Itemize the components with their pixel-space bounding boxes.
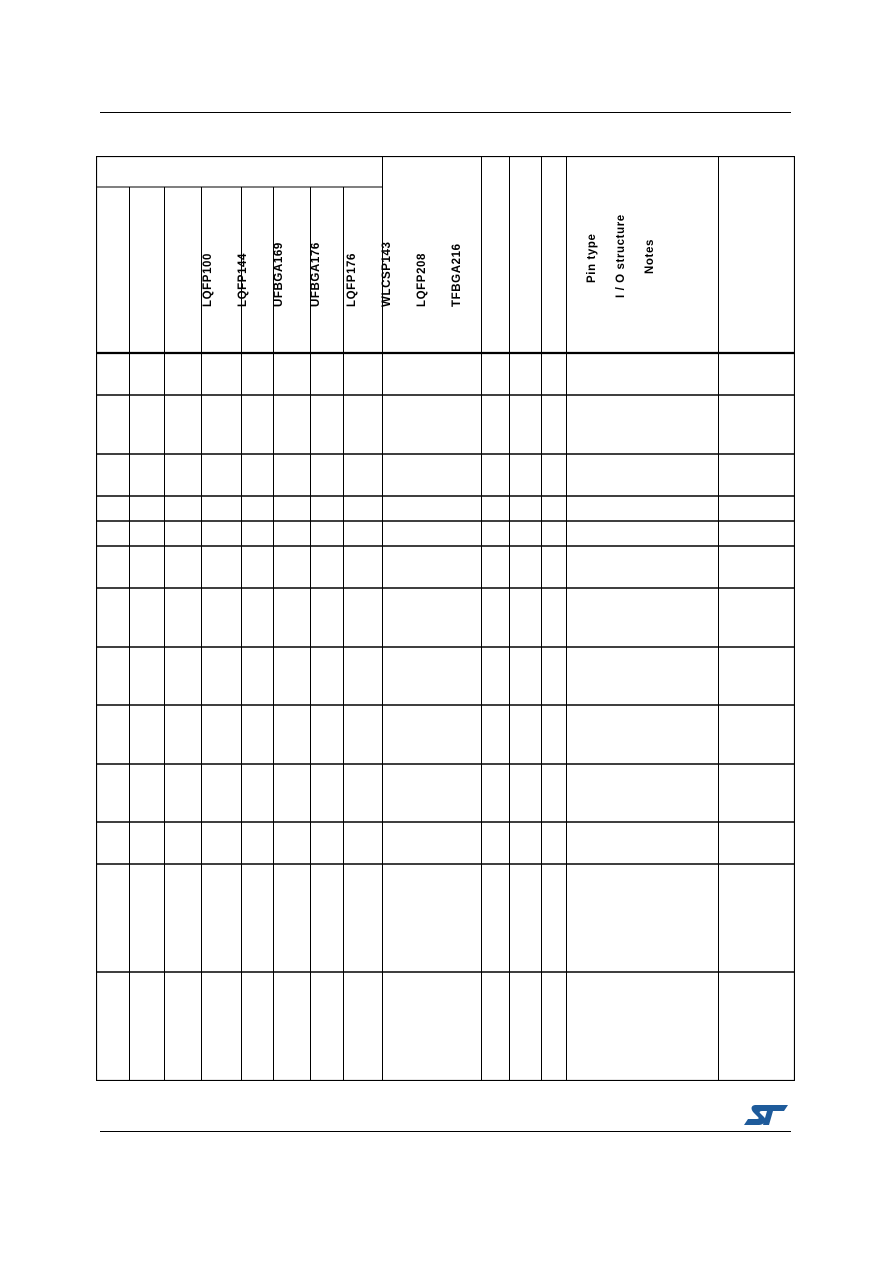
st-logo-graphic: [742, 1103, 790, 1129]
col-header-lqfp208: LQFP208: [416, 252, 428, 307]
col-header-tfbga216: TFBGA216: [451, 243, 463, 307]
col-header-lqfp144: LQFP144: [237, 252, 249, 307]
col-header-io-structure: I / O structure: [615, 214, 627, 298]
col-header-notes: Notes: [644, 239, 656, 274]
col-header-pin-type: Pin type: [586, 233, 598, 283]
footer-rule: [100, 1131, 791, 1132]
col-header-ufbga176: UFBGA176: [310, 242, 322, 307]
pin-definition-table: [96, 156, 795, 1081]
st-logo-icon: [742, 1103, 790, 1129]
col-header-lqfp100: LQFP100: [202, 252, 214, 307]
col-header-ufbga169: UFBGA169: [273, 242, 285, 307]
table-grid: [96, 156, 795, 1081]
header-rule: [100, 112, 791, 113]
col-header-wlcsp143: WLCSP143: [381, 241, 393, 307]
col-header-lqfp176: LQFP176: [346, 252, 358, 307]
